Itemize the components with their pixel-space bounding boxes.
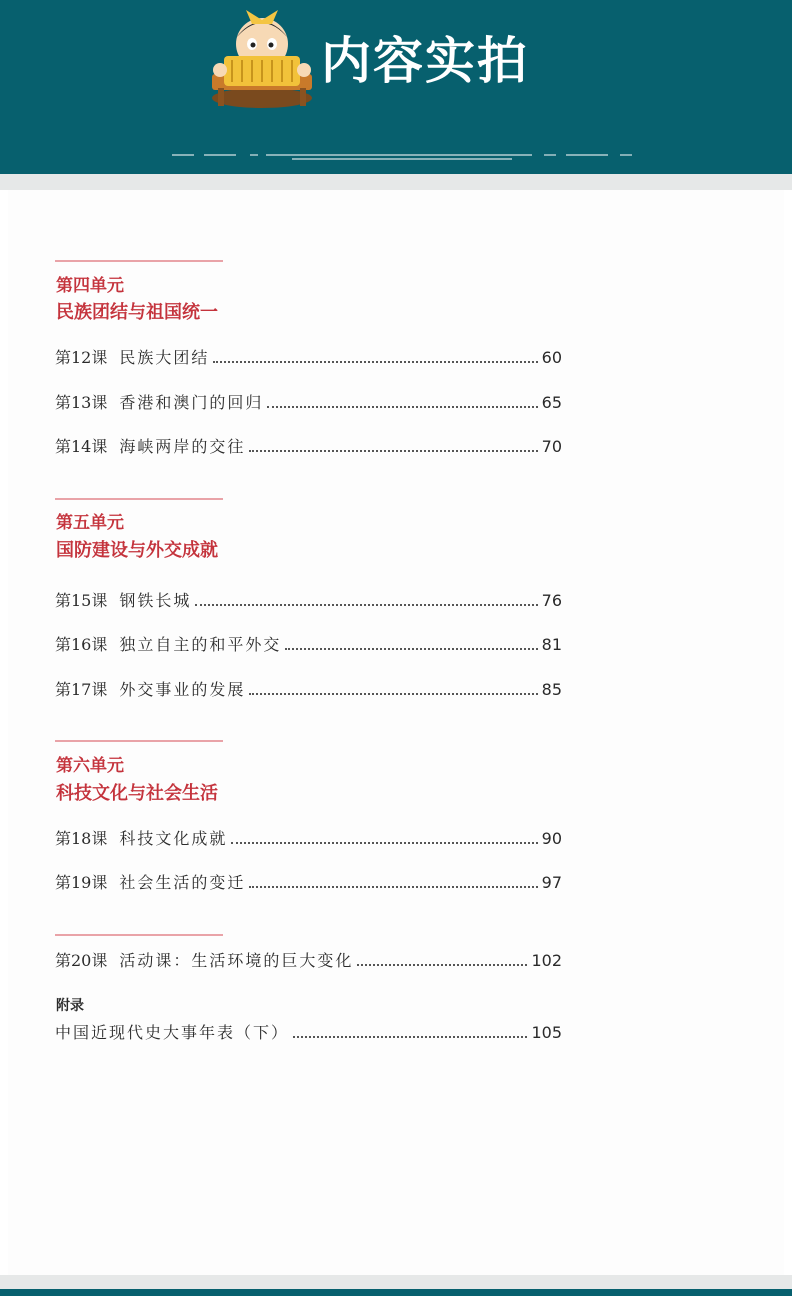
lesson-number: 第16课 <box>55 635 108 654</box>
unit-divider <box>55 260 223 262</box>
page-number: 102 <box>531 951 562 970</box>
lesson-number: 第17课 <box>55 680 108 699</box>
toc-row <box>55 633 562 657</box>
lesson-number: 第14课 <box>55 437 108 456</box>
dot-leader <box>231 828 537 844</box>
lesson-number: 第15课 <box>55 591 108 610</box>
dot-leader <box>357 950 527 966</box>
lesson-title: 独立自主的和平外交 <box>119 635 282 654</box>
lesson-number: 第13课 <box>55 393 108 412</box>
mascot-reading-icon <box>206 4 318 110</box>
dot-leader <box>285 634 537 650</box>
lesson-number: 第20课 <box>55 951 108 970</box>
unit-divider <box>55 934 223 936</box>
toc-row <box>55 1021 562 1045</box>
toc-row <box>55 391 562 415</box>
header-shadow-band <box>0 174 792 190</box>
footer-band <box>0 1275 792 1289</box>
unit-divider <box>55 740 223 742</box>
toc-row <box>55 435 562 459</box>
dot-leader <box>293 1022 527 1038</box>
dot-leader <box>249 679 537 695</box>
lesson-title: 活动课：生活环境的巨大变化 <box>119 951 354 970</box>
page-number: 65 <box>541 393 562 412</box>
lesson-title: 民族大团结 <box>119 348 210 367</box>
lesson-number: 第19课 <box>55 873 108 892</box>
unit-number: 第四单元 <box>56 276 124 296</box>
page-number: 90 <box>541 829 562 848</box>
lesson-number: 第18课 <box>55 829 108 848</box>
page-number: 60 <box>541 348 562 367</box>
page-number: 81 <box>541 635 562 654</box>
page-number: 97 <box>541 873 562 892</box>
toc-row <box>55 346 562 370</box>
lesson-title: 社会生活的变迁 <box>119 873 246 892</box>
unit-title: 民族团结与祖国统一 <box>56 302 218 323</box>
toc-row <box>55 871 562 895</box>
dot-leader <box>249 872 537 888</box>
header-banner <box>0 0 792 174</box>
page-title: 内容实拍 <box>321 32 529 90</box>
unit-number: 第六单元 <box>56 756 124 776</box>
lesson-title: 科技文化成就 <box>119 829 228 848</box>
unit-title: 科技文化与社会生活 <box>56 783 218 804</box>
toc-row <box>55 949 562 973</box>
page-number: 105 <box>531 1023 562 1042</box>
unit-divider <box>55 498 223 500</box>
toc-row <box>55 678 562 702</box>
lesson-title: 海峡两岸的交往 <box>119 437 246 456</box>
dot-leader <box>249 436 537 452</box>
page-number: 76 <box>541 591 562 610</box>
unit-title: 国防建设与外交成就 <box>56 540 218 561</box>
dot-leader <box>195 590 537 606</box>
lesson-title: 外交事业的发展 <box>119 680 246 699</box>
dot-leader <box>267 392 537 408</box>
toc-row <box>55 827 562 851</box>
appendix-title: 中国近现代史大事年表（下） <box>55 1023 290 1042</box>
decorative-rule <box>172 151 632 161</box>
lesson-title: 香港和澳门的回归 <box>119 393 264 412</box>
page-number: 85 <box>541 680 562 699</box>
page-number: 70 <box>541 437 562 456</box>
toc-row <box>55 589 562 613</box>
footer-bar <box>0 1289 792 1296</box>
lesson-title: 钢铁长城 <box>119 591 192 610</box>
unit-number: 第五单元 <box>56 513 124 533</box>
lesson-number: 第12课 <box>55 348 108 367</box>
appendix-label: 附录 <box>56 998 84 1014</box>
dot-leader <box>213 347 537 363</box>
